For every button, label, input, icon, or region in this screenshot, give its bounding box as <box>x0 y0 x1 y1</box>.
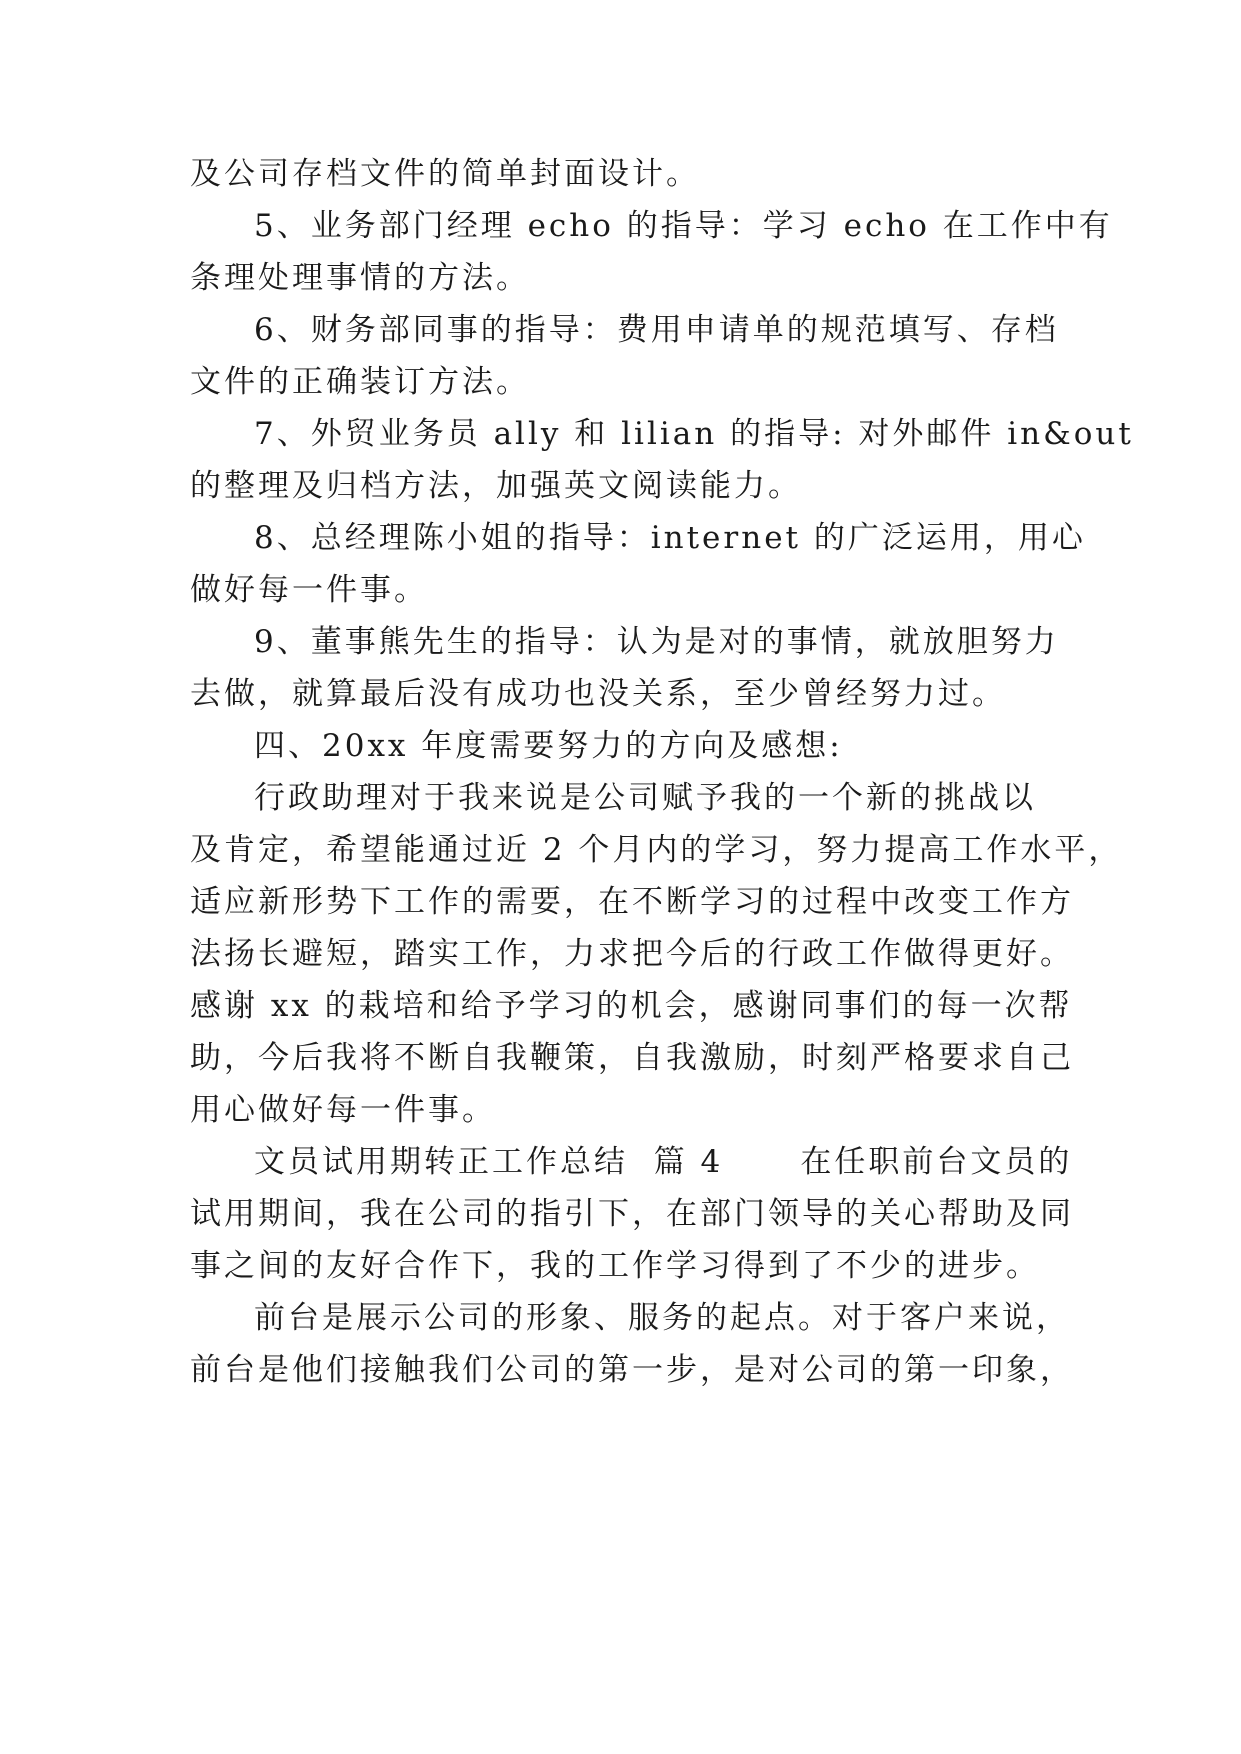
text-line: 及公司存档文件的简单封面设计。 <box>190 156 700 192</box>
text-line: 5、业务部门经理 echo 的指导：学习 echo 在工作中有 <box>254 208 1113 244</box>
text-line: 文件的正确装订方法。 <box>190 364 530 400</box>
text-line: 前台是展示公司的形象、服务的起点。对于客户来说， <box>254 1300 1070 1336</box>
text-line: 的整理及归档方法，加强英文阅读能力。 <box>190 468 802 504</box>
text-line: 行政助理对于我来说是公司赋予我的一个新的挑战以 <box>254 780 1036 816</box>
text-line: 感谢 xx 的栽培和给予学习的机会，感谢同事们的每一次帮 <box>190 988 1073 1024</box>
text-line: 适应新形势下工作的需要，在不断学习的过程中改变工作方 <box>190 884 1074 920</box>
text-line: 及肯定，希望能通过近 2 个月内的学习，努力提高工作水平， <box>190 832 1123 868</box>
text-line: 做好每一件事。 <box>190 572 428 608</box>
section-heading: 四、20xx 年度需要努力的方向及感想: <box>254 728 843 764</box>
text-line: 去做，就算最后没有成功也没关系，至少曾经努力过。 <box>190 676 1006 712</box>
text-line: 9、董事熊先生的指导：认为是对的事情，就放胆努力 <box>254 624 1059 660</box>
text-line: 助，今后我将不断自我鞭策，自我激励，时刻严格要求自己 <box>190 1040 1074 1076</box>
text-line: 条理处理事情的方法。 <box>190 260 530 296</box>
text-line: 6、财务部同事的指导：费用申请单的规范填写、存档 <box>254 312 1059 348</box>
text-line: 8、总经理陈小姐的指导：internet 的广泛运用，用心 <box>254 520 1086 556</box>
text-line: 试用期间，我在公司的指引下，在部门领导的关心帮助及同 <box>190 1196 1074 1232</box>
text-line: 7、外贸业务员 ally 和 lilian 的指导: 对外邮件 in&out <box>254 416 1134 452</box>
text-line: 前台是他们接触我们公司的第一步，是对公司的第一印象， <box>190 1352 1074 1388</box>
text-line: 事之间的友好合作下，我的工作学习得到了不少的进步。 <box>190 1248 1040 1284</box>
article-heading-line: 文员试用期转正工作总结 篇 4 在任职前台文员的 <box>254 1144 1073 1180</box>
text-line: 法扬长避短，踏实工作，力求把今后的行政工作做得更好。 <box>190 936 1074 972</box>
text-line: 用心做好每一件事。 <box>190 1092 496 1128</box>
